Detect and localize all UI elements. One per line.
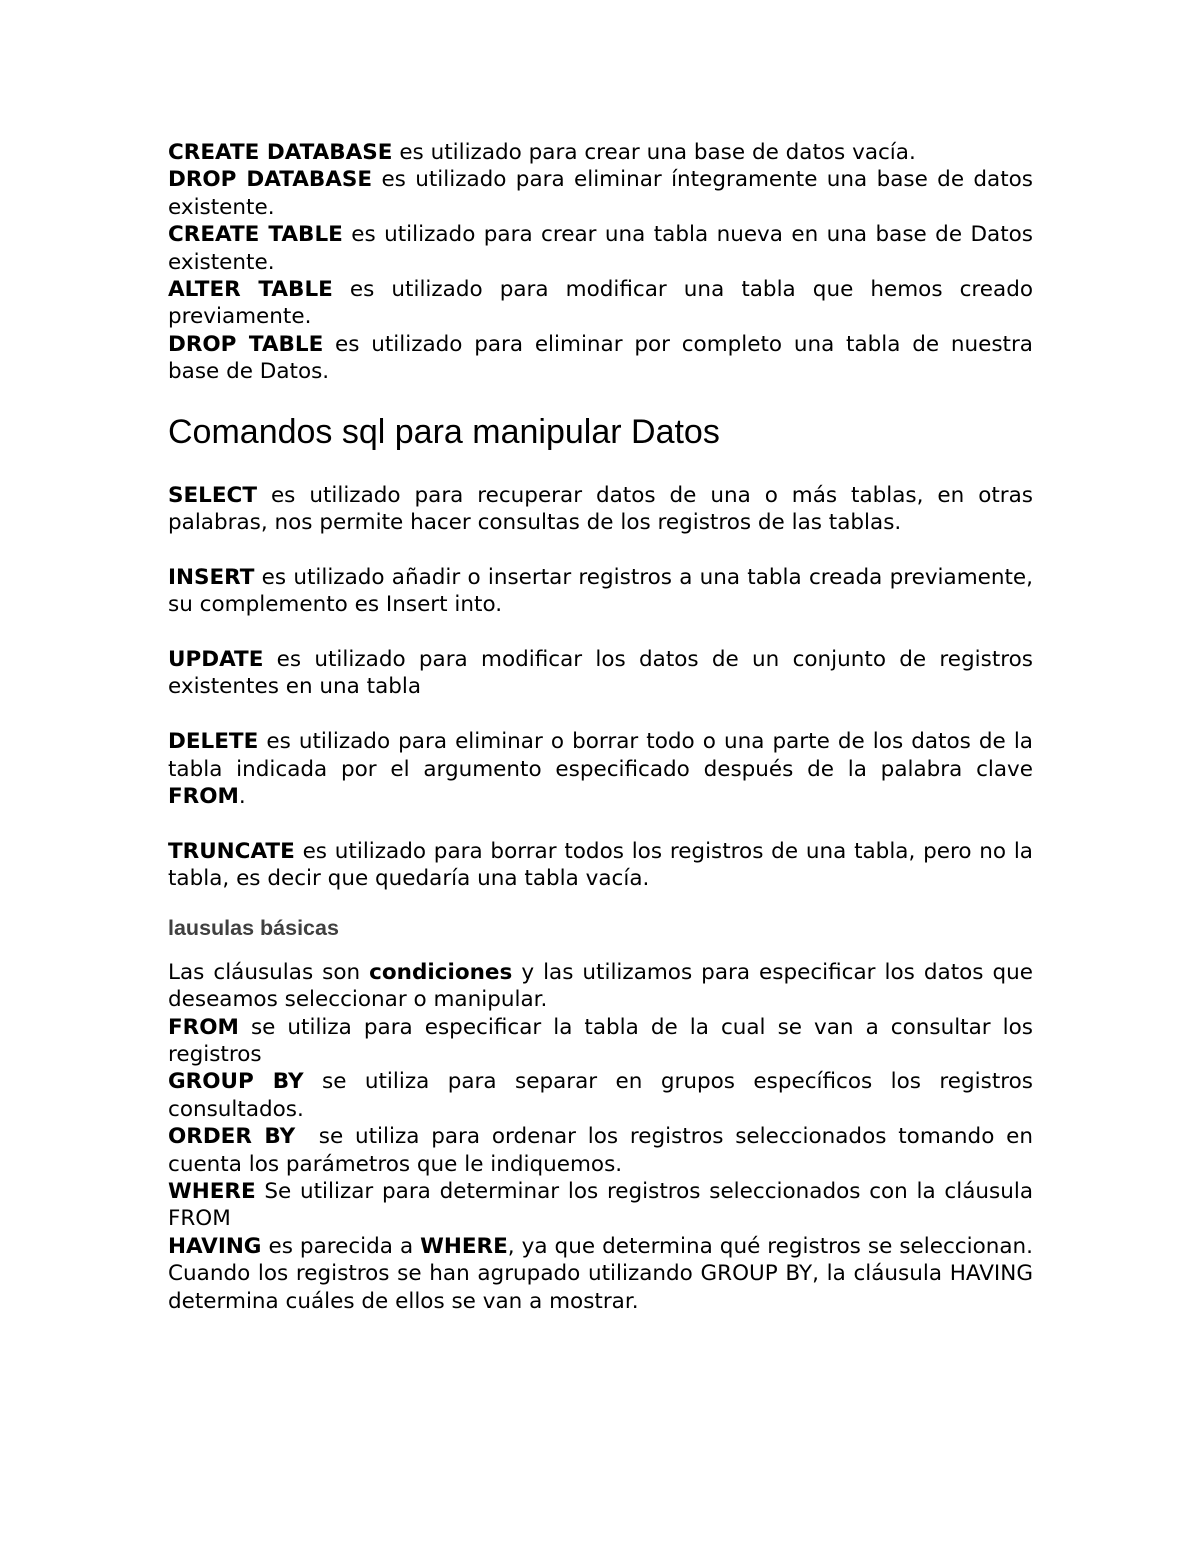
dml-delete (168, 728, 1033, 810)
clause-name: WHERE (168, 1178, 256, 1204)
keyword: FROM (168, 784, 239, 810)
command-description: es utilizado para eliminar o borrar todo o una parte de los datos de la tabla indicada por el argumento especificado después de la palabra clave (168, 729, 1033, 782)
clause-description: se utiliza para ordenar los registros seleccionados tomando en cuenta los parámetros que le indiquemos. (168, 1124, 1040, 1177)
clause-description-cont: , ya que determina qué registros se seleccionan. Cuando los registros se han agrupado utilizando GROUP BY, la cláusula HAVING determina cuáles de ellos se van a mostrar. (168, 1233, 1033, 1314)
section-heading-dml: Comandos sql para manipular Datos (168, 412, 720, 451)
clause-name: ORDER BY (168, 1124, 296, 1150)
command-name: SELECT (168, 482, 258, 508)
clause-order-by (168, 1123, 1040, 1178)
command-name: CREATE TABLE (168, 222, 343, 248)
dml-insert (168, 564, 1033, 619)
punctuation: . (238, 784, 246, 810)
command-name: TRUNCATE (168, 838, 295, 864)
command-description: es utilizado para eliminar íntegramente una base de datos existente. (168, 167, 1034, 220)
clause-description: Se utilizar para determinar los registros seleccionados con la cláusula FROM (168, 1178, 1033, 1232)
ddl-drop-database (168, 166, 1033, 221)
command-description: es utilizado para eliminar por completo una tabla de nuestra base de Datos. (168, 331, 1033, 385)
clause-having (168, 1233, 1033, 1315)
command-name: INSERT (168, 564, 255, 590)
command-name: DROP DATABASE (168, 167, 373, 193)
clause-group-by (168, 1068, 1033, 1123)
ddl-create-table (168, 221, 1033, 276)
clause-name: FROM (168, 1014, 239, 1040)
intro-pre: Las cláusulas son (168, 959, 370, 985)
command-description: es utilizado para crear una tabla nueva en una base de Datos existente. (168, 222, 1034, 275)
command-description: es utilizado para recuperar datos de una o más tablas, en otras palabras, nos permite hacer consultas de los registros de las tablas. (168, 482, 1033, 536)
dml-select (168, 482, 1033, 537)
clause-from (168, 1014, 1033, 1069)
clause-description: se utiliza para separar en grupos específicos los registros consultados. (168, 1069, 1033, 1122)
command-name: ALTER TABLE (168, 277, 333, 303)
command-description: es utilizado añadir o insertar registros a una tabla creada previamente, su complemento es Insert into. (168, 564, 1033, 618)
document-page (168, 139, 1040, 1315)
intro-bold: condiciones (369, 959, 513, 985)
clauses-intro (168, 959, 1033, 1014)
command-description: es utilizado para modificar los datos de un conjunto de registros existentes en una tabla (168, 647, 1033, 700)
clause-description: es parecida a (261, 1233, 421, 1259)
dml-update (168, 646, 1033, 701)
ddl-create-database (168, 139, 1033, 166)
command-description: es utilizado para modificar una tabla que hemos creado previamente. (168, 277, 1033, 330)
clause-name: HAVING (168, 1233, 262, 1259)
dml-truncate (168, 838, 1033, 893)
command-name: DELETE (168, 729, 259, 755)
section-heading-clauses: lausulas básicas (168, 915, 339, 940)
clause-where (168, 1178, 1033, 1233)
command-name: DROP TABLE (168, 331, 324, 357)
clause-name: GROUP BY (168, 1069, 304, 1095)
intro-post: y las utilizamos para especificar los datos que deseamos seleccionar o manipular. (168, 959, 1033, 1013)
ddl-alter-table (168, 276, 1033, 331)
command-name: CREATE DATABASE (168, 140, 393, 165)
keyword: WHERE (420, 1233, 508, 1259)
ddl-drop-table (168, 331, 1033, 386)
command-description: es utilizado para borrar todos los registros de una tabla, pero no la tabla, es decir que quedaría una tabla vacía. (168, 838, 1033, 892)
command-name: UPDATE (168, 647, 264, 673)
command-description: es utilizado para crear una base de datos vacía. (392, 140, 916, 165)
clause-description: se utiliza para especificar la tabla de la cual se van a consultar los registros (168, 1014, 1033, 1067)
